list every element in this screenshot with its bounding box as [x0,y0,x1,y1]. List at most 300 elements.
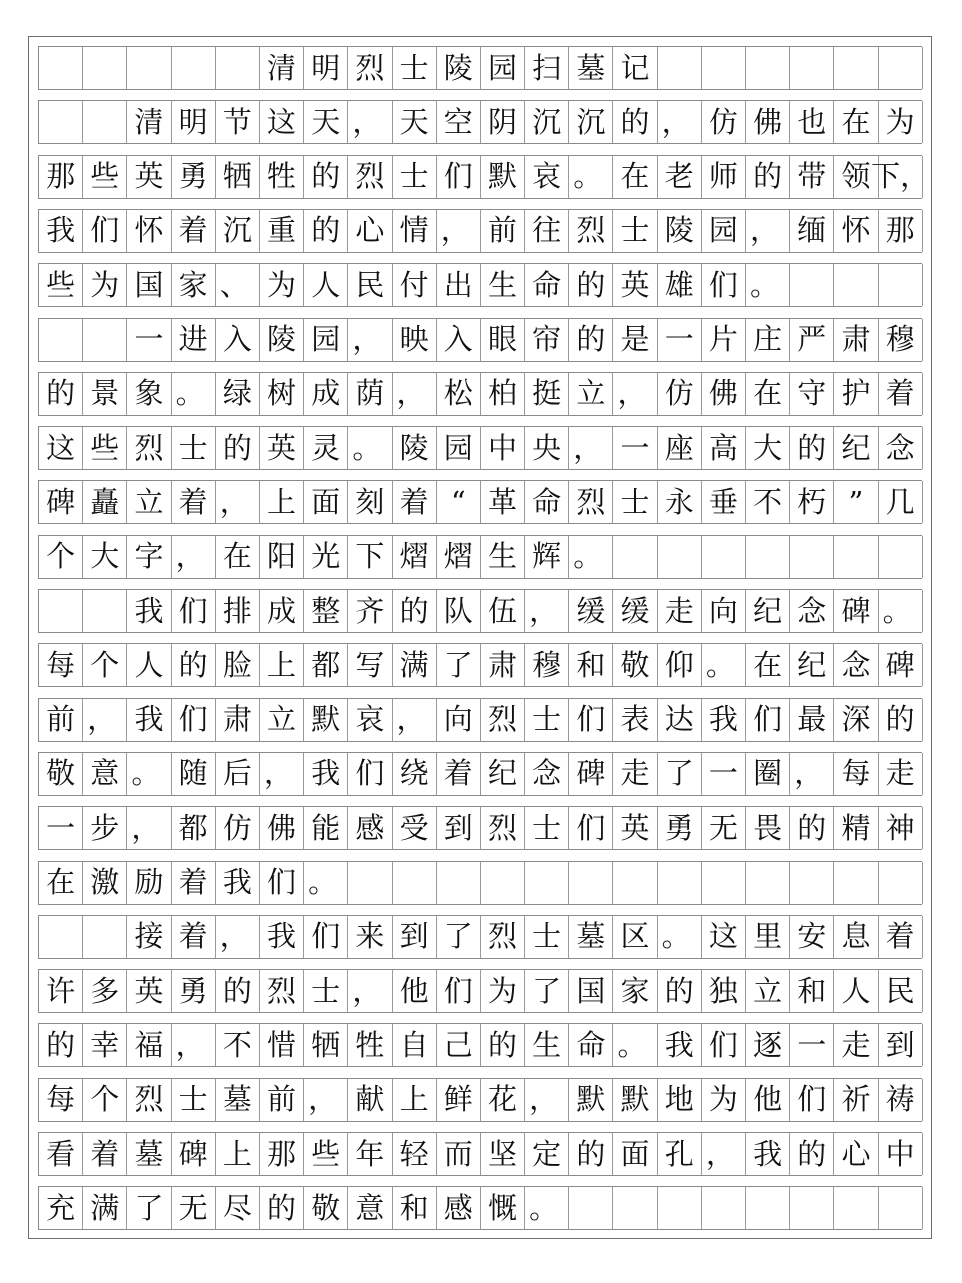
grid-cell: 坚 [481,1133,525,1175]
grid-cell: 些 [304,1133,348,1175]
grid-cell: 清 [260,47,304,89]
grid-cell: 着 [83,1133,127,1175]
grid-cell [172,47,216,89]
grid-cell: 家 [172,264,216,306]
grid-cell: 光 [304,536,348,578]
grid-cell: 无 [172,1187,216,1229]
grid-cell: 烈 [260,970,304,1012]
grid-cell: 沉 [216,210,260,252]
grid-cell: 纪 [834,427,878,469]
grid-cell: 朽 [790,481,834,523]
grid-cell: 领 [834,156,878,198]
grid-cell: 独 [702,970,746,1012]
grid-cell [658,47,702,89]
grid-cell: 熠 [393,536,437,578]
grid-cell: 了 [437,644,481,686]
grid-cell: 荫 [348,373,392,415]
grid-cell: 牲 [260,156,304,198]
grid-cell: 这 [39,427,83,469]
grid-cell: 人 [834,970,878,1012]
grid-cell: 而 [437,1133,481,1175]
grid-cell: 年 [348,1133,392,1175]
grid-cell: 下 [348,536,392,578]
grid-cell: 向 [437,699,481,741]
grid-cell [613,1187,657,1229]
grid-cell: 那 [260,1133,304,1175]
grid-cell [658,1187,702,1229]
grid-cell: 挺 [525,373,569,415]
grid-cell: 为 [702,1079,746,1121]
grid-cell: 师 [702,156,746,198]
grid-cell [702,1187,746,1229]
grid-cell: 后 [216,753,260,795]
grid-cell: ， [613,373,657,415]
grid-cell [613,536,657,578]
grid-cell: 入 [216,319,260,361]
grid-cell: 安 [790,916,834,958]
grid-cell: 的 [216,427,260,469]
text-row [38,372,922,416]
grid-cell: 缓 [569,590,613,632]
grid-cell [879,264,923,306]
grid-cell [879,536,923,578]
grid-cell: 的 [260,1187,304,1229]
grid-cell: 默 [304,699,348,741]
text-row [38,698,922,742]
grid-cell: 着 [172,916,216,958]
grid-cell: 在 [746,373,790,415]
text-row [38,535,922,579]
grid-cell: 士 [525,916,569,958]
grid-cell: 士 [393,47,437,89]
grid-cell: 仿 [702,101,746,143]
grid-cell: ， [304,1079,348,1121]
grid-cell: 烈 [348,156,392,198]
text-row [38,100,922,144]
grid-cell [702,536,746,578]
grid-cell: 的 [569,319,613,361]
grid-cell: 个 [83,644,127,686]
grid-cell [834,47,878,89]
grid-cell [127,47,171,89]
grid-cell: 成 [304,373,348,415]
grid-cell: 上 [216,1133,260,1175]
grid-cell: 着 [879,916,923,958]
grid-cell: 来 [348,916,392,958]
grid-cell: 大 [83,536,127,578]
grid-cell: 在 [834,101,878,143]
grid-cell: 阳 [260,536,304,578]
grid-cell: 我 [216,862,260,904]
grid-cell: 碑 [172,1133,216,1175]
grid-cell: 我 [260,916,304,958]
grid-cell: 墓 [569,916,613,958]
grid-cell: 阴 [481,101,525,143]
grid-cell: 们 [569,807,613,849]
grid-cell: 敬 [613,644,657,686]
grid-cell: 表 [613,699,657,741]
grid-cell: 我 [658,1024,702,1066]
grid-cell: 的 [39,373,83,415]
grid-cell: ， [393,373,437,415]
grid-cell: 高 [702,427,746,469]
grid-cell: 碑 [834,590,878,632]
grid-cell: 着 [172,210,216,252]
grid-cell: 我 [746,1133,790,1175]
grid-cell: 和 [393,1187,437,1229]
grid-cell: 孔 [658,1133,702,1175]
grid-cell: 沉 [569,101,613,143]
grid-cell: 士 [525,807,569,849]
grid-cell: 些 [83,427,127,469]
grid-cell: 们 [83,210,127,252]
grid-cell: 纪 [481,753,525,795]
grid-cell: 们 [260,862,304,904]
grid-cell: 前 [260,1079,304,1121]
grid-cell: 带 [790,156,834,198]
grid-cell: 感 [437,1187,481,1229]
grid-cell: ， [437,210,481,252]
grid-cell: 国 [569,970,613,1012]
grid-cell: 前 [481,210,525,252]
grid-cell: 。 [702,644,746,686]
grid-cell: 园 [481,47,525,89]
grid-cell: 福 [127,1024,171,1066]
text-row [38,426,922,470]
grid-cell: 严 [790,319,834,361]
grid-cell: 矗 [83,481,127,523]
grid-cell: 绿 [216,373,260,415]
grid-cell: 士 [525,699,569,741]
grid-cell: 陵 [260,319,304,361]
grid-cell: 花 [481,1079,525,1121]
grid-cell: 圈 [746,753,790,795]
grid-cell [393,862,437,904]
grid-cell: 穆 [525,644,569,686]
grid-cell: 着 [172,862,216,904]
grid-cell: 也 [790,101,834,143]
grid-cell: 士 [613,481,657,523]
grid-cell: 的 [613,101,657,143]
grid-cell: 了 [437,916,481,958]
grid-cell: 纪 [790,644,834,686]
grid-cell: 在 [39,862,83,904]
grid-cell [658,862,702,904]
grid-cell: 往 [525,210,569,252]
grid-cell: 受 [393,807,437,849]
grid-cell: 们 [304,916,348,958]
grid-cell: 辉 [525,536,569,578]
grid-cell: 。 [569,536,613,578]
grid-cell [834,536,878,578]
grid-cell: 哀 [348,699,392,741]
grid-cell: 命 [525,481,569,523]
grid-cell [39,101,83,143]
grid-cell: 进 [172,319,216,361]
grid-cell: 情 [393,210,437,252]
grid-cell: ， [569,427,613,469]
grid-cell: 了 [658,753,702,795]
grid-cell: 个 [39,536,83,578]
grid-cell: 幸 [83,1024,127,1066]
grid-cell: 走 [834,1024,878,1066]
grid-cell: 碑 [39,481,83,523]
grid-cell [658,536,702,578]
grid-cell: ， [83,699,127,741]
grid-cell: 士 [304,970,348,1012]
grid-cell: 扫 [525,47,569,89]
grid-cell: 在 [746,644,790,686]
grid-cell: 墓 [127,1133,171,1175]
grid-cell: 许 [39,970,83,1012]
grid-cell: 空 [437,101,481,143]
grid-cell: 念 [834,644,878,686]
grid-cell: 达 [658,699,702,741]
grid-cell: 眼 [481,319,525,361]
grid-cell: 那 [879,210,923,252]
grid-cell: 立 [569,373,613,415]
grid-cell: 逐 [746,1024,790,1066]
grid-cell: 满 [393,644,437,686]
grid-cell: 息 [834,916,878,958]
grid-cell: 念 [879,427,923,469]
grid-cell: 熠 [437,536,481,578]
grid-cell: 烈 [569,481,613,523]
grid-cell: ， [348,319,392,361]
grid-cell [39,916,83,958]
grid-cell: 着 [437,753,481,795]
grid-cell: 能 [304,807,348,849]
grid-cell: 和 [569,644,613,686]
grid-cell: 惜 [260,1024,304,1066]
grid-cell: 默 [613,1079,657,1121]
grid-cell: 个 [83,1079,127,1121]
grid-cell: 向 [702,590,746,632]
grid-cell: 肃 [481,644,525,686]
grid-cell: 家 [613,970,657,1012]
grid-cell: 步 [83,807,127,849]
grid-cell: 们 [790,1079,834,1121]
grid-cell: 走 [879,753,923,795]
grid-cell: 排 [216,590,260,632]
grid-cell: 烈 [127,1079,171,1121]
grid-cell: ” [834,481,878,523]
grid-cell: 英 [127,970,171,1012]
grid-cell: 的 [393,590,437,632]
text-row [38,1186,922,1230]
grid-cell: 充 [39,1187,83,1229]
grid-cell [613,862,657,904]
grid-cell: 走 [658,590,702,632]
grid-cell [790,862,834,904]
grid-cell: 着 [172,481,216,523]
grid-cell: 怀 [127,210,171,252]
grid-cell: 祷 [879,1079,923,1121]
grid-cell: 面 [304,481,348,523]
grid-cell: ， [348,970,392,1012]
grid-cell [834,862,878,904]
grid-cell: 园 [437,427,481,469]
grid-cell: 献 [348,1079,392,1121]
grid-cell: 一 [790,1024,834,1066]
grid-cell: 这 [260,101,304,143]
grid-cell: 缓 [613,590,657,632]
grid-cell: 佛 [702,373,746,415]
grid-cell [702,47,746,89]
grid-cell: 英 [127,156,171,198]
grid-cell: 穆 [879,319,923,361]
grid-cell: 入 [437,319,481,361]
grid-cell: 纪 [746,590,790,632]
grid-cell [746,1187,790,1229]
text-row [38,915,922,959]
grid-cell [569,862,613,904]
grid-cell: 心 [348,210,392,252]
grid-cell: 他 [746,1079,790,1121]
grid-cell: 灵 [304,427,348,469]
grid-cell: 人 [127,644,171,686]
grid-cell: 生 [481,536,525,578]
grid-cell: 在 [613,156,657,198]
grid-cell: 成 [260,590,304,632]
grid-cell: 出 [437,264,481,306]
grid-cell: 民 [348,264,392,306]
grid-cell: 命 [525,264,569,306]
text-row [38,1078,922,1122]
grid-cell: ， [216,481,260,523]
grid-cell: 看 [39,1133,83,1175]
grid-cell: 一 [702,753,746,795]
grid-cell: 到 [437,807,481,849]
grid-cell: 命 [569,1024,613,1066]
grid-cell [879,1187,923,1229]
grid-cell: 。 [348,427,392,469]
grid-cell: 齐 [348,590,392,632]
grid-cell: 敬 [39,753,83,795]
grid-cell [39,319,83,361]
grid-cell: 们 [172,699,216,741]
grid-cell [83,47,127,89]
grid-cell: 慨 [481,1187,525,1229]
grid-cell: ， [790,753,834,795]
grid-cell: 意 [83,753,127,795]
grid-cell: 们 [569,699,613,741]
text-row [38,263,922,307]
grid-cell: 革 [481,481,525,523]
grid-cell: 了 [525,970,569,1012]
grid-cell: 些 [83,156,127,198]
grid-cell: 都 [172,807,216,849]
grid-cell: 的 [569,264,613,306]
grid-cell: 沉 [525,101,569,143]
grid-cell: 他 [393,970,437,1012]
grid-cell [834,264,878,306]
grid-cell: 字 [127,536,171,578]
grid-cell: 佛 [260,807,304,849]
grid-cell: 勇 [172,156,216,198]
grid-cell: 自 [393,1024,437,1066]
grid-cell: 了 [127,1187,171,1229]
grid-cell: 墓 [216,1079,260,1121]
grid-cell: 精 [834,807,878,849]
grid-cell: 不 [216,1024,260,1066]
grid-cell: ， [525,1079,569,1121]
grid-cell: 里 [746,916,790,958]
grid-cell: “ [437,481,481,523]
grid-cell [481,862,525,904]
grid-cell: 松 [437,373,481,415]
text-row [38,969,922,1013]
grid-cell: 付 [393,264,437,306]
grid-cell: 们 [172,590,216,632]
grid-cell: 脸 [216,644,260,686]
grid-cell [746,536,790,578]
grid-cell: 人 [304,264,348,306]
grid-cell: ， [393,699,437,741]
grid-cell: 写 [348,644,392,686]
grid-cell: 些 [39,264,83,306]
grid-cell: 心 [834,1133,878,1175]
grid-cell: 重 [260,210,304,252]
grid-cell: 我 [39,210,83,252]
grid-cell [746,862,790,904]
grid-cell: 着 [393,481,437,523]
grid-cell: 勇 [172,970,216,1012]
grid-cell: ， [746,210,790,252]
grid-cell: 祈 [834,1079,878,1121]
grid-cell: 的 [569,1133,613,1175]
grid-cell: 励 [127,862,171,904]
grid-cell: 士 [393,156,437,198]
grid-cell: 前 [39,699,83,741]
grid-cell: 园 [304,319,348,361]
grid-cell: 们 [348,753,392,795]
grid-cell [790,536,834,578]
grid-cell [216,47,260,89]
grid-cell: 到 [879,1024,923,1066]
grid-cell: 。 [172,373,216,415]
grid-cell: 一 [658,319,702,361]
grid-cell: 座 [658,427,702,469]
grid-cell: 的 [658,970,702,1012]
grid-cell: 为 [879,101,923,143]
grid-cell: 雄 [658,264,702,306]
grid-cell: 立 [260,699,304,741]
grid-cell: 无 [702,807,746,849]
grid-cell: 明 [172,101,216,143]
grid-cell: 国 [127,264,171,306]
grid-cell: 神 [879,807,923,849]
grid-cell: 片 [702,319,746,361]
grid-cell: ， [702,1133,746,1175]
grid-cell: ， [172,536,216,578]
grid-cell: 烈 [348,47,392,89]
grid-cell: 清 [127,101,171,143]
grid-cell: 中 [481,427,525,469]
grid-cell: 的 [481,1024,525,1066]
grid-cell: 英 [613,264,657,306]
grid-cell: 们 [437,156,481,198]
grid-cell: 上 [260,481,304,523]
grid-cell: 为 [83,264,127,306]
grid-cell [39,47,83,89]
grid-cell: 到 [393,916,437,958]
grid-cell: 和 [790,970,834,1012]
text-row [38,643,922,687]
grid-cell: 队 [437,590,481,632]
grid-cell: 景 [83,373,127,415]
grid-cell: 畏 [746,807,790,849]
